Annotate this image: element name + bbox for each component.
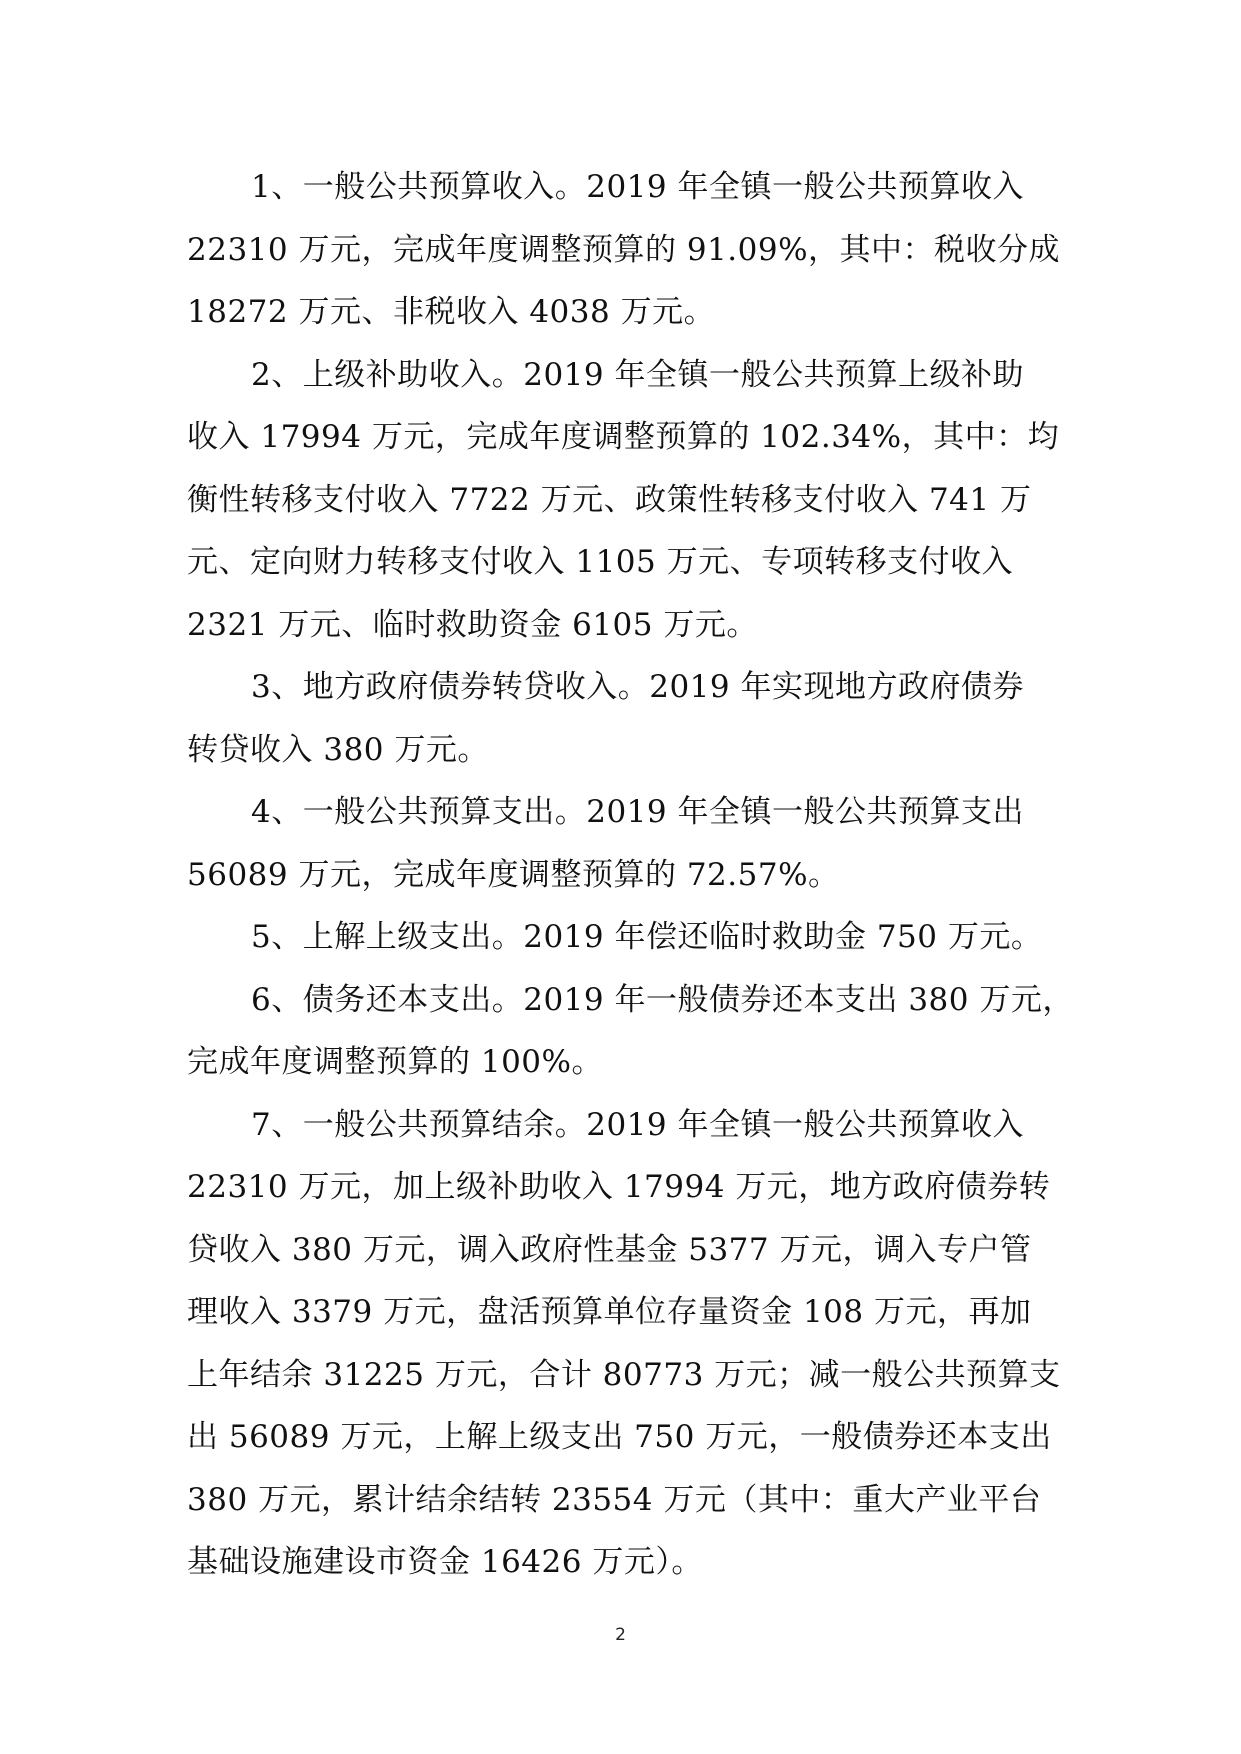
paragraph-6-debt-principal-expenditure — [187, 969, 1074, 1094]
paragraph-3-bond-transfer-revenue — [187, 656, 1067, 781]
paragraph-line: 6、债务还本支出。2019 年一般债券还本支出 380 万元， — [251, 981, 1074, 1018]
paragraph-line: 完成年度调整预算的 100%。 — [187, 1044, 603, 1080]
paragraph-line: 2321 万元、临时救助资金 6105 万元。 — [187, 606, 758, 643]
paragraph-line: 22310 万元，加上级补助收入 17994 万元，地方政府债券转 — [187, 1169, 1051, 1205]
paragraph-line: 4、一般公共预算支出。2019 年全镇一般公共预算支出 — [251, 794, 1024, 830]
paragraph-line: 2、上级补助收入。2019 年全镇一般公共预算上级补助 — [251, 356, 1024, 393]
paragraph-line: 上年结余 31225 万元，合计 80773 万元；减一般公共预算支 — [187, 1356, 1061, 1393]
paragraph-line: 出 56089 万元，上解上级支出 750 万元，一般债券还本支出 — [187, 1419, 1052, 1455]
paragraph-line: 22310 万元，完成年度调整预算的 91.09%，其中：税收分成 — [187, 231, 1061, 268]
paragraph-line: 贷收入 380 万元，调入政府性基金 5377 万元，调入专户管 — [187, 1231, 1032, 1268]
paragraph-1-general-budget-revenue — [187, 156, 1067, 344]
paragraph-line: 理收入 3379 万元，盘活预算单位存量资金 108 万元，再加 — [187, 1294, 1032, 1330]
paragraph-line: 收入 17994 万元，完成年度调整预算的 102.34%，其中：均 — [187, 419, 1060, 455]
paragraph-line: 转贷收入 380 万元。 — [187, 731, 489, 768]
paragraph-4-general-budget-expenditure — [187, 781, 1067, 906]
paragraph-7-general-budget-balance — [187, 1094, 1067, 1594]
paragraph-5-remittance-expenditure — [187, 906, 1067, 969]
paragraph-line: 衡性转移支付收入 7722 万元、政策性转移支付收入 741 万 — [187, 481, 1032, 518]
page-number: 2 — [615, 1625, 626, 1645]
paragraph-line: 1、一般公共预算收入。2019 年全镇一般公共预算收入 — [251, 169, 1024, 205]
paragraph-2-superior-subsidy-revenue — [187, 344, 1067, 657]
paragraph-line: 元、定向财力转移支付收入 1105 万元、专项转移支付收入 — [187, 544, 1014, 580]
paragraph-line: 3、地方政府债券转贷收入。2019 年实现地方政府债券 — [251, 669, 1024, 705]
paragraph-line: 18272 万元、非税收入 4038 万元。 — [187, 294, 716, 330]
paragraph-line: 5、上解上级支出。2019 年偿还临时救助金 750 万元。 — [251, 919, 1043, 955]
paragraph-line: 380 万元，累计结余结转 23554 万元（其中：重大产业平台 — [187, 1481, 1042, 1518]
document-body — [187, 156, 1074, 1594]
paragraph-line: 基础设施建设市资金 16426 万元）。 — [187, 1544, 703, 1580]
paragraph-line: 7、一般公共预算结余。2019 年全镇一般公共预算收入 — [251, 1106, 1024, 1143]
paragraph-line: 56089 万元，完成年度调整预算的 72.57%。 — [187, 856, 840, 893]
